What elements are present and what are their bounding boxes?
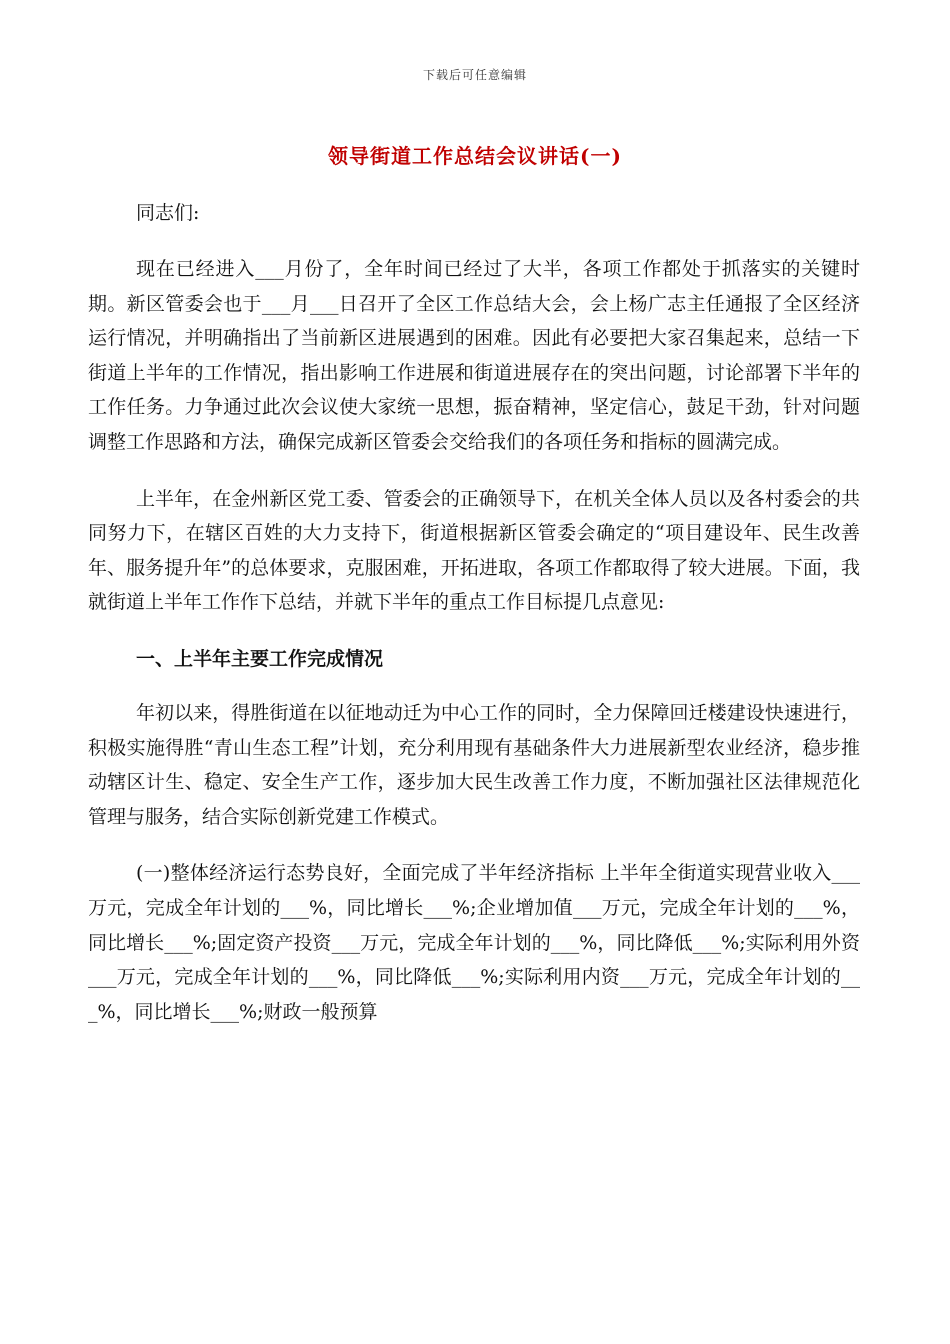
page-header-note: 下载后可任意编辑	[422, 68, 527, 82]
paragraph-overview: 上半年，在金州新区党工委、管委会的正确领导下，在机关全体人员以及各村委会的共同努力下，在辖区百姓的大力支持下，街道根据新区管委会确定的“项目建设年、民生改善年、服务提升年”的总体要求，克服困难，开拓进取，各项工作都取得了较大进展。下面，我就街道上半年工作作下总结，并就下半年的重点工作目标提几点意见:	[88, 487, 860, 614]
paragraph-intro: 现在已经进入___月份了，全年时间已经过了大半，各项工作都处于抓落实的关键时期。新区管委会也于___月___日召开了全区工作总结大会，会上杨广志主任通报了全区经济运行情况，并明确指出了当前新区进展遇到的困难。因此有必要把大家召集起来，总结一下街道上半年的工作情况，指出影响工作进展和街道进展存在的突出问题，讨论部署下半年的工作任务。力争通过此次会议使大家统一思想，振奋精神，坚定信心，鼓足干劲，针对问题调整工作思路和方法，确保完成新区管委会交给我们的各项任务和指标的圆满完成。	[88, 258, 860, 453]
paragraph-section-summary: 年初以来，得胜街道在以征地动迁为中心工作的同时，全力保障回迁楼建设快速进行，积极实施得胜“青山生态工程”计划，充分利用现有基础条件大力进展新型农业经济，稳步推动辖区计生、稳定、安全生产工作，逐步加大民生改善工作力度，不断加强社区法律规范化管理与服务，结合实际创新党建工作模式。	[88, 701, 860, 828]
salutation: 同志们:	[136, 202, 200, 224]
paragraph-economic-indicators: (一)整体经济运行态势良好，全面完成了半年经济指标 上半年全街道实现营业收入___万元，完成全年计划的___%，同比增长___%;企业增加值___万元，完成全年计划的___%，同比增长___%;固定资产投资___万元，完成全年计划的___%，同比降低___%;实际利用外资___万元，完成全年计划的___%，同比降低___%;实际利用内资___万元，完成全年计划的___%，同比增长___%;财政一般预算	[88, 862, 860, 1023]
section-heading: 一、上半年主要工作完成情况	[136, 647, 384, 670]
document-body	[88, 196, 860, 1051]
document-title: 领导街道工作总结会议讲话(一)	[328, 144, 622, 168]
